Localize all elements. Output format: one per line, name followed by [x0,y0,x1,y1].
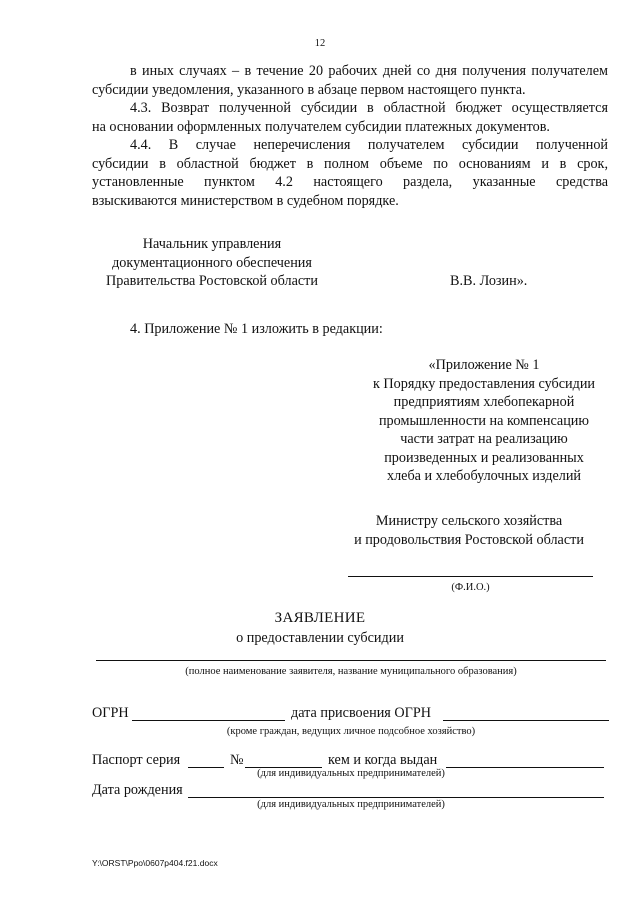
ogrn-fill-line[interactable] [132,720,285,721]
passport-caption: (для индивидуальных предпринимателей) [257,768,445,779]
addressee-line: и продовольствия Ростовской области [354,531,584,548]
passport-number-label: № [230,752,244,768]
appendix-line: промышленности на компенсацию [378,412,590,429]
paragraph-line: установленные пунктом 4.2 настоящего раздела, указанные средства [92,174,608,190]
appendix-line: «Приложение № 1 [428,357,540,373]
paragraph-line: на основании оформленных получателем субсидии платежных документов. [92,118,550,135]
birth-date-fill-line[interactable] [188,797,604,798]
birth-date-label: Дата рождения [92,782,183,798]
paragraph-line: 4.4. В случае неперечисления получателем субсидии полученной [130,137,608,153]
fio-caption: (Ф.И.О.) [451,582,490,593]
signature-line: документационного обеспечения [112,254,312,271]
application-title: ЗАЯВЛЕНИЕ [274,610,366,626]
footer-file-path: Y:\ORST\Ppo\0607p404.f21.docx [92,858,218,868]
ogrn-date-label: дата присвоения ОГРН [291,705,431,721]
appendix-line: к Порядку предоставления субсидии [372,375,596,392]
signature-position [92,235,332,291]
paragraph-line: взыскиваются министерством в судебном порядке. [92,192,399,209]
appendix-line: части затрат на реализацию [400,431,568,447]
addressee-line: Министру сельского хозяйства [375,513,563,529]
appendix-header [360,356,608,486]
applicant-name-caption: (полное наименование заявителя, название муниципального образования) [185,666,517,677]
item-4: 4. Приложение № 1 изложить в редакции: [130,321,383,337]
paragraph-line: 4.3. Возврат полученной субсидии в областной бюджет осуществляется [130,100,608,116]
paragraph-line: в иных случаях – в течение 20 рабочих дней со дня получения получателем [130,63,608,79]
signature-line: Начальник управления [142,236,282,252]
ogrn-date-fill-line[interactable] [443,720,609,721]
fio-fill-line[interactable] [348,576,593,577]
passport-issued-label: кем и когда выдан [328,752,438,768]
paragraph-continuation [92,62,608,99]
applicant-name-fill-line[interactable] [96,660,606,661]
paragraph-4-3 [92,99,608,136]
paragraph-4-4 [92,136,608,210]
signature-line: Правительства Ростовской области [106,273,318,289]
paragraph-line: субсидии уведомления, указанного в абзаце первом настоящего пункта. [92,81,526,98]
birth-date-caption: (для индивидуальных предпринимателей) [257,799,445,810]
addressee [330,512,608,549]
page-number: 12 [314,38,326,49]
signature-name: В.В. Лозин». [450,273,528,289]
passport-series-label: Паспорт серия [92,752,181,768]
appendix-line: произведенных и реализованных [384,449,584,466]
application-subtitle: о предоставлении субсидии [236,630,404,646]
ogrn-label: ОГРН [92,705,129,721]
appendix-line: хлеба и хлебобулочных изделий [386,468,582,484]
appendix-line: предприятиям хлебопекарной [393,394,575,410]
ogrn-caption: (кроме граждан, ведущих личное подсобное хозяйство) [226,726,476,737]
paragraph-line: субсидии в областной бюджет в полном объеме по основаниям и в срок, [92,155,608,172]
